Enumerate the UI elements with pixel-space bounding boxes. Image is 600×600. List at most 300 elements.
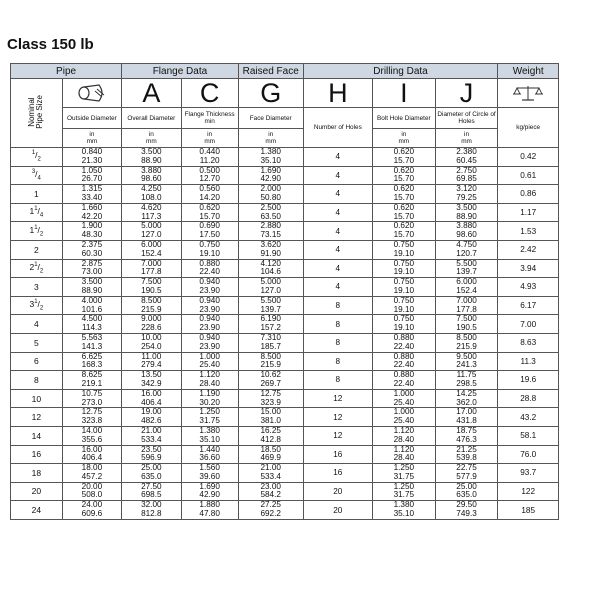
flange-thickness-cell-mm: 28.40 (199, 378, 220, 388)
flange-thickness-cell-in: 1.120 (199, 370, 220, 380)
size-whole: 5 (33, 337, 39, 348)
circle-of-holes-cell-mm: 120.7 (456, 248, 477, 258)
overall-diameter-cell-in: 3.500 (141, 147, 162, 157)
bolt-hole-diameter-cell-in: 1.120 (393, 445, 415, 454)
flange-thickness-cell (181, 445, 238, 464)
size-denominator: 2 (39, 305, 44, 312)
icon-row (11, 79, 559, 108)
table-row (11, 240, 559, 259)
flange-thickness-cell-mm: 23.90 (199, 285, 220, 295)
circle-of-holes-cell-mm: 215.9 (456, 341, 477, 351)
bolt-hole-diameter-cell-mm: 15.70 (393, 174, 415, 184)
circle-of-holes-cell-in: 7.500 (456, 314, 477, 324)
bolt-hole-diameter-cell (372, 333, 435, 352)
desc-circle-of-holes: Diameter of Circle of Holes (435, 108, 498, 129)
weight-cell: 8.63 (498, 333, 559, 352)
unit-in: in (148, 131, 154, 138)
desc-number-of-holes: Number of Holes (303, 108, 372, 148)
bolt-hole-diameter-cell-in: 0.620 (393, 184, 415, 194)
flange-thickness-cell-mm: 30.20 (199, 397, 220, 407)
flange-thickness-cell (181, 501, 238, 520)
bolt-hole-diameter-cell-mm: 15.70 (393, 192, 415, 202)
overall-diameter-cell-in: 3.880 (141, 166, 162, 175)
bolt-hole-diameter-cell-mm: 22.40 (393, 341, 415, 351)
circle-of-holes-cell (435, 464, 498, 483)
weight-cell: 2.42 (498, 240, 559, 259)
circle-of-holes-cell-in: 2.380 (456, 147, 477, 157)
number-of-holes-cell: 16 (303, 464, 372, 483)
nominal-size-cell (11, 315, 63, 334)
letter-i: I (372, 79, 435, 108)
flange-thickness-cell (181, 352, 238, 371)
face-diameter-cell-mm: 692.2 (260, 509, 281, 519)
circle-of-holes-cell (435, 426, 498, 445)
number-of-holes-cell: 12 (303, 389, 372, 408)
circle-of-holes-cell (435, 408, 498, 427)
face-diameter-cell-mm: 35.10 (260, 155, 281, 165)
bolt-hole-diameter-cell (372, 371, 435, 390)
outside-diameter-cell (62, 333, 121, 352)
number-of-holes-cell: 20 (303, 501, 372, 520)
nominal-size-cell (11, 408, 63, 427)
outside-diameter-cell-mm: 406.4 (81, 453, 103, 463)
outside-diameter-cell (62, 482, 121, 501)
scale-icon (498, 79, 559, 108)
circle-of-holes-cell-in: 4.750 (456, 240, 477, 250)
face-diameter-cell-mm: 42.90 (260, 174, 281, 184)
size-whole: 2 (33, 244, 39, 255)
bolt-hole-diameter-cell (372, 185, 435, 204)
face-diameter-cell-mm: 157.2 (260, 323, 281, 333)
flange-thickness-cell-in: 1.000 (199, 352, 220, 361)
size-whole: 16 (31, 449, 42, 460)
flange-thickness-cell (181, 333, 238, 352)
bolt-hole-diameter-cell-mm: 31.75 (393, 490, 415, 500)
nominal-size-cell: $1^1/_4$ (11, 203, 63, 222)
outside-diameter-cell-in: 6.625 (81, 352, 103, 361)
overall-diameter-cell-mm: 98.60 (141, 174, 162, 184)
face-diameter-cell (238, 203, 303, 222)
bolt-hole-diameter-cell (372, 166, 435, 185)
bolt-hole-diameter-cell (372, 148, 435, 167)
table-row (11, 389, 559, 408)
face-diameter-cell-mm: 469.9 (260, 453, 281, 463)
overall-diameter-cell-mm: 127.0 (141, 230, 162, 240)
flange-thickness-cell-mm: 39.60 (199, 471, 220, 481)
outside-diameter-cell-in: 4.500 (81, 314, 103, 324)
number-of-holes-cell: 4 (303, 240, 372, 259)
overall-diameter-cell (122, 166, 181, 185)
face-diameter-cell (238, 389, 303, 408)
circle-of-holes-cell (435, 296, 498, 315)
letter-h: H (303, 79, 372, 108)
outside-diameter-cell-mm: 141.3 (81, 341, 103, 351)
overall-diameter-cell-mm: 279.4 (141, 360, 162, 370)
overall-diameter-cell-mm: 215.9 (141, 304, 162, 314)
letter-a: A (122, 79, 181, 108)
bolt-hole-diameter-cell (372, 501, 435, 520)
outside-diameter-cell-mm: 609.6 (81, 509, 103, 519)
flange-thickness-cell-in: 0.940 (199, 314, 220, 324)
flange-thickness-cell-in: 1.880 (199, 500, 220, 510)
face-diameter-cell (238, 166, 303, 185)
face-diameter-cell (238, 426, 303, 445)
bolt-hole-diameter-cell (372, 464, 435, 483)
bolt-hole-diameter-cell-mm: 28.40 (393, 453, 415, 463)
bolt-hole-diameter-cell-mm: 19.10 (393, 285, 415, 295)
overall-diameter-cell-in: 21.00 (141, 426, 162, 435)
desc-kg-per-piece: kg/piece (498, 108, 559, 148)
bolt-hole-diameter-cell (372, 222, 435, 241)
outside-diameter-cell-in: 1.315 (81, 184, 103, 194)
circle-of-holes-cell-in: 21.25 (456, 445, 477, 454)
outside-diameter-cell-in: 12.75 (81, 407, 103, 417)
face-diameter-cell (238, 315, 303, 334)
circle-of-holes-cell (435, 371, 498, 390)
size-whole: 1 (33, 188, 39, 199)
flange-thickness-cell-in: 0.940 (199, 296, 220, 305)
overall-diameter-cell (122, 352, 181, 371)
flange-thickness-cell-mm: 47.80 (199, 509, 220, 519)
unit-in: in (401, 131, 407, 138)
size-whole: 6 (33, 356, 39, 367)
flange-thickness-cell-mm: 25.40 (199, 360, 220, 370)
outside-diameter-cell-in: 10.75 (81, 389, 103, 398)
face-diameter-cell (238, 185, 303, 204)
overall-diameter-cell (122, 501, 181, 520)
bolt-hole-diameter-cell (372, 426, 435, 445)
overall-diameter-cell-in: 7.000 (141, 259, 162, 268)
flange-thickness-cell (181, 203, 238, 222)
outside-diameter-cell (62, 185, 121, 204)
overall-diameter-cell-in: 11.00 (141, 352, 162, 361)
bolt-hole-diameter-cell-mm: 28.40 (393, 434, 415, 444)
face-diameter-cell-in: 15.00 (260, 407, 281, 417)
flange-thickness-cell-in: 1.250 (199, 407, 220, 417)
overall-diameter-cell (122, 222, 181, 241)
desc-bolt-hole-diameter: Bolt Hole Diameter (372, 108, 435, 129)
number-of-holes-cell: 4 (303, 166, 372, 185)
description-row (11, 108, 559, 129)
overall-diameter-cell (122, 296, 181, 315)
bolt-hole-diameter-cell-in: 0.880 (393, 352, 415, 361)
overall-diameter-cell (122, 333, 181, 352)
bolt-hole-diameter-cell (372, 296, 435, 315)
weight-cell: 7.00 (498, 315, 559, 334)
outside-diameter-cell-mm: 114.3 (81, 323, 102, 333)
nominal-size-cell (11, 185, 63, 204)
circle-of-holes-cell (435, 389, 498, 408)
circle-of-holes-cell-mm: 577.9 (456, 471, 477, 481)
bolt-hole-diameter-cell-mm: 25.40 (393, 416, 415, 426)
table-row (11, 259, 559, 278)
outside-diameter-cell-mm: 355.6 (81, 434, 103, 444)
bolt-hole-diameter-cell-mm: 15.70 (393, 211, 415, 221)
overall-diameter-cell-mm: 596.9 (141, 453, 162, 463)
overall-diameter-cell (122, 148, 181, 167)
weight-cell: 28.8 (498, 389, 559, 408)
bolt-hole-diameter-cell-mm: 19.10 (393, 267, 415, 277)
outside-diameter-cell-in: 4.000 (81, 296, 103, 305)
nominal-size-cell: $2^1/_2$ (11, 259, 63, 278)
outside-diameter-cell (62, 408, 121, 427)
circle-of-holes-cell-in: 5.500 (456, 259, 477, 268)
flange-thickness-cell-in: 1.690 (199, 482, 220, 491)
units-face (238, 129, 303, 148)
outside-diameter-cell-in: 1.050 (81, 166, 103, 175)
flange-thickness-cell (181, 464, 238, 483)
face-diameter-cell (238, 464, 303, 483)
bolt-hole-diameter-cell-in: 0.750 (393, 296, 415, 305)
overall-diameter-cell (122, 482, 181, 501)
circle-of-holes-cell (435, 315, 498, 334)
table-row (11, 445, 559, 464)
bolt-hole-diameter-cell-mm: 19.10 (393, 323, 415, 333)
circle-of-holes-cell-mm: 298.5 (456, 378, 477, 388)
circle-of-holes-cell-mm: 749.3 (456, 509, 477, 519)
flange-thickness-cell-mm: 15.70 (199, 211, 220, 221)
circle-of-holes-cell-mm: 241.3 (456, 360, 477, 370)
face-diameter-cell-mm: 269.7 (260, 378, 281, 388)
unit-mm: mm (398, 138, 410, 145)
face-diameter-cell-mm: 412.8 (260, 434, 281, 444)
face-diameter-cell (238, 352, 303, 371)
face-diameter-cell-in: 1.380 (260, 147, 281, 157)
circle-of-holes-cell (435, 278, 498, 297)
bolt-hole-diameter-cell-in: 1.250 (393, 463, 415, 473)
weight-cell: 0.61 (498, 166, 559, 185)
circle-of-holes-cell (435, 259, 498, 278)
weight-cell: 122 (498, 482, 559, 501)
outside-diameter-cell (62, 352, 121, 371)
face-diameter-cell (238, 333, 303, 352)
face-diameter-cell-in: 23.00 (260, 482, 281, 491)
nominal-size-cell: $3^1/_2$ (11, 296, 63, 315)
bolt-hole-diameter-cell-mm: 31.75 (393, 471, 415, 481)
overall-diameter-cell-in: 16.00 (141, 389, 162, 398)
circle-of-holes-cell (435, 148, 498, 167)
outside-diameter-cell-in: 8.625 (81, 370, 103, 380)
letter-c: C (181, 79, 238, 108)
number-of-holes-cell: 4 (303, 222, 372, 241)
flange-thickness-cell-mm: 23.90 (199, 323, 220, 333)
size-denominator: 4 (39, 212, 44, 219)
flange-thickness-cell-in: 0.500 (199, 166, 220, 175)
flange-thickness-cell-in: 0.690 (199, 221, 220, 231)
weight-cell: 185 (498, 501, 559, 520)
unit-in: in (268, 131, 274, 138)
circle-of-holes-cell-in: 17.00 (456, 407, 477, 417)
circle-of-holes-cell-in: 11.75 (456, 370, 477, 380)
flange-thickness-cell-mm: 19.10 (199, 248, 220, 258)
unit-in: in (89, 131, 95, 138)
number-of-holes-cell: 4 (303, 259, 372, 278)
outside-diameter-cell (62, 501, 121, 520)
overall-diameter-cell-in: 4.620 (141, 203, 162, 212)
face-diameter-cell-in: 7.310 (260, 333, 281, 343)
number-of-holes-cell: 8 (303, 352, 372, 371)
size-numerator: 1 (34, 299, 38, 306)
group-flange-data: Flange Data (122, 64, 239, 79)
circle-of-holes-cell-in: 14.25 (456, 389, 477, 398)
outside-diameter-cell (62, 148, 121, 167)
bolt-hole-diameter-cell (372, 240, 435, 259)
outside-diameter-cell-mm: 168.3 (81, 360, 103, 370)
flange-thickness-cell (181, 371, 238, 390)
outside-diameter-cell (62, 296, 121, 315)
flange-thickness-cell-in: 0.880 (199, 259, 220, 268)
circle-of-holes-cell-mm: 152.4 (456, 285, 477, 295)
overall-diameter-cell-in: 13.50 (141, 370, 162, 380)
flange-thickness-cell (181, 482, 238, 501)
number-of-holes-cell: 20 (303, 482, 372, 501)
overall-diameter-cell-in: 7.500 (141, 277, 162, 287)
unit-in: in (207, 131, 213, 138)
number-of-holes-cell: 8 (303, 333, 372, 352)
flange-thickness-cell-mm: 35.10 (199, 434, 220, 444)
number-of-holes-cell: 4 (303, 203, 372, 222)
size-whole: 24 (31, 505, 42, 516)
overall-diameter-cell-mm: 88.90 (141, 155, 162, 165)
bolt-hole-diameter-cell-in: 0.750 (393, 314, 415, 324)
overall-diameter-cell-mm: 108.0 (141, 192, 162, 202)
circle-of-holes-cell-in: 6.000 (456, 277, 477, 287)
overall-diameter-cell (122, 445, 181, 464)
outside-diameter-cell (62, 222, 121, 241)
circle-of-holes-cell-mm: 88.90 (456, 211, 477, 221)
outside-diameter-cell-mm: 101.6 (81, 304, 103, 314)
circle-of-holes-cell-mm: 79.25 (456, 192, 477, 202)
bolt-hole-diameter-cell-mm: 19.10 (393, 248, 415, 258)
face-diameter-cell-mm: 584.2 (260, 490, 281, 500)
weight-cell: 11.3 (498, 352, 559, 371)
face-diameter-cell-in: 3.620 (260, 240, 281, 250)
overall-diameter-cell-mm: 533.4 (141, 434, 162, 444)
flange-thickness-cell (181, 426, 238, 445)
overall-diameter-cell-mm: 482.6 (141, 416, 162, 426)
bolt-hole-diameter-cell-mm: 15.70 (393, 230, 415, 240)
face-diameter-cell (238, 148, 303, 167)
units-circle (435, 129, 498, 148)
overall-diameter-cell (122, 426, 181, 445)
face-diameter-cell-mm: 91.90 (260, 248, 281, 258)
face-diameter-cell-in: 12.75 (260, 389, 281, 398)
outside-diameter-cell-mm: 457.2 (81, 471, 103, 481)
circle-of-holes-cell-in: 9.500 (456, 352, 477, 361)
flange-thickness-cell (181, 408, 238, 427)
circle-of-holes-cell-in: 29.50 (456, 500, 477, 510)
face-diameter-cell-in: 5.000 (260, 277, 281, 287)
pipe-icon (62, 79, 121, 108)
size-whole: 1 (29, 224, 35, 235)
overall-diameter-cell (122, 408, 181, 427)
outside-diameter-cell-mm: 60.30 (81, 248, 103, 258)
face-diameter-cell (238, 296, 303, 315)
outside-diameter-cell-mm: 219.1 (81, 378, 103, 388)
overall-diameter-cell (122, 185, 181, 204)
face-diameter-cell (238, 408, 303, 427)
unit-mm: mm (461, 138, 472, 145)
bolt-hole-diameter-cell-mm: 35.10 (393, 509, 415, 519)
overall-diameter-cell-mm: 190.5 (141, 285, 162, 295)
face-diameter-cell (238, 501, 303, 520)
outside-diameter-cell-in: 5.563 (81, 333, 103, 343)
circle-of-holes-cell-mm: 476.3 (456, 434, 477, 444)
circle-of-holes-cell-in: 18.75 (456, 426, 477, 435)
bolt-hole-diameter-cell-mm: 19.10 (393, 304, 415, 314)
number-of-holes-cell: 12 (303, 426, 372, 445)
weight-cell: 0.86 (498, 185, 559, 204)
flange-thickness-cell-mm: 14.20 (199, 192, 220, 202)
flange-thickness-cell (181, 166, 238, 185)
overall-diameter-cell-in: 27.50 (141, 482, 162, 491)
circle-of-holes-cell (435, 352, 498, 371)
flange-thickness-cell (181, 148, 238, 167)
overall-diameter-cell-mm: 228.6 (141, 323, 162, 333)
nominal-size-cell (11, 464, 63, 483)
bolt-hole-diameter-cell (372, 408, 435, 427)
size-whole: 18 (31, 467, 42, 478)
face-diameter-cell-in: 6.190 (260, 314, 281, 324)
face-diameter-cell-in: 2.880 (260, 221, 281, 231)
desc-overall-diameter: Overall Diameter (122, 108, 181, 129)
table-row (11, 333, 559, 352)
face-diameter-cell-in: 2.000 (260, 184, 281, 194)
table-row (11, 464, 559, 483)
size-denominator: 2 (37, 157, 41, 164)
face-diameter-cell-mm: 215.9 (260, 360, 281, 370)
face-diameter-cell (238, 278, 303, 297)
outside-diameter-cell-mm: 33.40 (81, 192, 103, 202)
bolt-hole-diameter-cell-in: 0.750 (393, 240, 415, 250)
number-of-holes-cell: 12 (303, 408, 372, 427)
bolt-hole-diameter-cell (372, 259, 435, 278)
flange-thickness-cell-in: 1.440 (199, 445, 220, 454)
circle-of-holes-cell-in: 2.750 (456, 166, 477, 175)
outside-diameter-cell-in: 1.660 (81, 203, 103, 212)
face-diameter-cell-in: 27.25 (260, 500, 281, 510)
circle-of-holes-cell-in: 7.000 (456, 296, 477, 305)
size-numerator: 1 (34, 225, 38, 231)
outside-diameter-cell (62, 203, 121, 222)
size-numerator: 3 (31, 169, 36, 176)
bolt-hole-diameter-cell-in: 0.750 (393, 277, 415, 287)
circle-of-holes-cell-mm: 69.85 (456, 174, 477, 184)
nominal-size-cell: $1^1/_2$ (11, 222, 63, 241)
flange-thickness-cell (181, 296, 238, 315)
flange-thickness-cell-mm: 42.90 (199, 490, 220, 500)
unit-mm: mm (146, 138, 157, 145)
flange-thickness-cell-in: 1.560 (199, 463, 220, 473)
outside-diameter-cell-in: 18.00 (81, 463, 103, 473)
face-diameter-cell-mm: 533.4 (260, 471, 281, 481)
bolt-hole-diameter-cell-in: 0.620 (393, 166, 415, 175)
flange-thickness-cell-in: 0.620 (199, 203, 220, 212)
flange-thickness-cell-in: 0.750 (199, 240, 220, 250)
weight-cell: 43.2 (498, 408, 559, 427)
units-od (62, 129, 121, 148)
desc-flange-thickness: Flange Thickness min (181, 108, 238, 129)
bolt-hole-diameter-cell-in: 1.250 (393, 482, 415, 491)
outside-diameter-cell (62, 259, 121, 278)
circle-of-holes-cell-in: 3.500 (456, 203, 477, 212)
nominal-size-cell (11, 389, 63, 408)
outside-diameter-cell-in: 2.375 (81, 240, 103, 250)
number-of-holes-cell: 4 (303, 148, 372, 167)
group-drilling-data: Drilling Data (303, 64, 498, 79)
outside-diameter-cell-mm: 323.8 (81, 416, 103, 426)
circle-of-holes-cell (435, 166, 498, 185)
